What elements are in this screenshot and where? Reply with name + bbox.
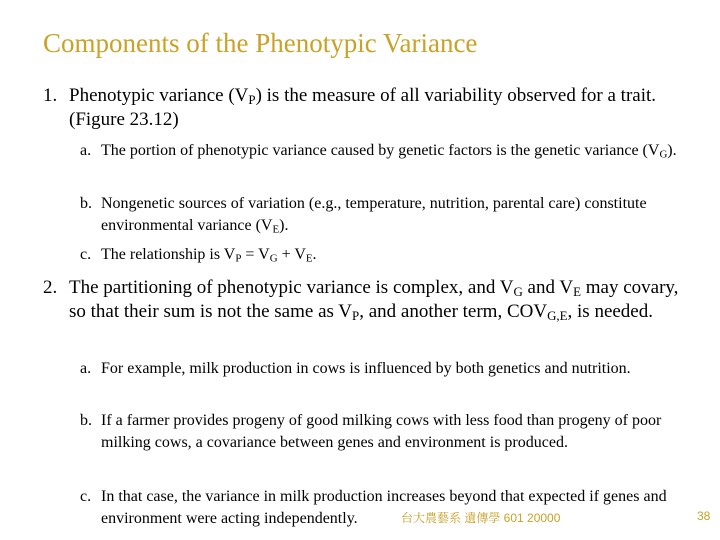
sub-item-2b <box>80 410 685 454</box>
sub-item-letter: c. <box>80 246 92 263</box>
sub-item-letter: a. <box>80 360 92 377</box>
list-item-2 <box>43 276 693 323</box>
list-item-number: 1. <box>43 85 58 106</box>
sub-item-letter: b. <box>80 195 92 212</box>
list-item-1 <box>43 84 693 131</box>
sub-item-text: The relationship is $V_P = V_G + V_E$. <box>101 246 317 265</box>
sub-item-2c <box>80 486 685 530</box>
sub-item-text: In that case, the variance in milk production increases beyond that expected if genes and environment were acting independently. <box>101 488 667 527</box>
sub-item-1c <box>80 244 685 266</box>
sub-item-1b <box>80 193 685 237</box>
sub-item-letter: c. <box>80 488 92 505</box>
sub-item-2a <box>80 358 685 380</box>
sub-item-letter: b. <box>80 412 92 429</box>
list-item-number: 2. <box>43 277 58 298</box>
sub-item-text: For example, milk production in cows is influenced by both genetics and nutrition. <box>101 360 631 377</box>
list-item-text: Phenotypic variance $(V_P)$ is the measure of all variability observed for a trait.(Figure 23.12) <box>69 85 657 130</box>
sub-item-text: Nongenetic sources of variation (e.g., temperature, nutrition, parental care) constitute environmental variance $(V_E)$. <box>101 195 647 236</box>
sub-item-1a <box>80 140 685 162</box>
page-number: 38 <box>697 509 711 523</box>
slide-footer: 台大農藝系 遺傳學 601 20000 <box>401 511 561 525</box>
sub-item-text: The portion of phenotypic variance caused by genetic factors is the genetic variance $(V_G)$. <box>101 142 677 161</box>
slide-title: Components of the Phenotypic Variance <box>43 28 478 58</box>
sub-item-letter: a. <box>80 142 92 159</box>
list-item-text: The partitioning of phenotypic variance is complex, and $V_G$ and $V_E$ may covary, so that their sum is not the same as $V_P$, and another term, $COV_{G,E}$, is needed. <box>69 277 679 323</box>
sub-item-text: If a farmer provides progeny of good milking cows with less food than progeny of poor milking cows, a covariance between genes and environment is produced. <box>101 412 662 451</box>
